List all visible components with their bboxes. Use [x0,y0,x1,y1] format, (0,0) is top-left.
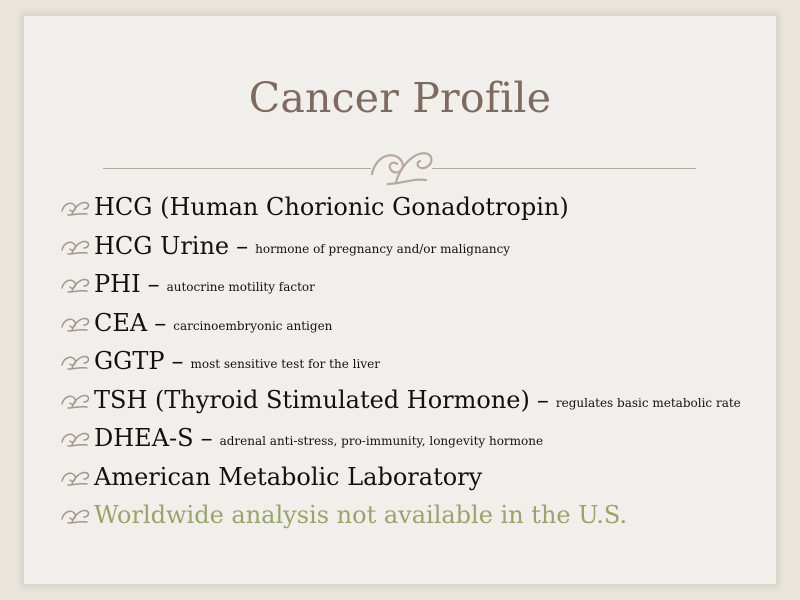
slide-title: Cancer Profile [248,74,552,122]
bullet-item [60,458,780,497]
bullet-dash: – [536,385,549,414]
bullet-item [60,188,780,227]
title-divider-right [432,168,696,169]
scroll-bullet-icon [60,352,90,370]
bullet-description: hormone of pregnancy and/or malignancy [255,241,511,256]
bullet-main-text: PHI [94,270,141,299]
bullet-dash: – [147,270,160,299]
bullet-item [60,304,780,343]
scroll-bullet-icon [60,468,90,486]
bullet-description: regulates basic metabolic rate [555,395,741,410]
scroll-bullet-icon [60,391,90,409]
bullet-item [60,342,780,381]
bullet-main-text: GGTP [94,347,165,376]
scroll-bullet-icon [60,275,90,293]
bullet-main-text: HCG (Human Chorionic Gonadotropin) [94,193,569,222]
scroll-bullet-icon [60,314,90,332]
bullet-description: most sensitive test for the liver [190,357,380,372]
bullet-item [60,227,780,266]
bullet-main-text: HCG Urine [94,231,230,260]
title-divider-left [103,168,371,169]
scroll-bullet-icon [60,198,90,216]
bullet-main-text: DHEA-S [94,424,194,453]
bullet-item [60,265,780,304]
scroll-bullet-icon [60,506,90,524]
scroll-flourish-icon [366,140,436,190]
bullet-dash: – [171,347,184,376]
bullet-main-text: CEA [94,308,148,337]
bullet-description: autocrine motility factor [166,280,315,295]
bullet-description: adrenal anti-stress, pro-immunity, longevity hormone [219,434,544,449]
bullet-list [60,188,780,535]
scroll-bullet-icon [60,237,90,255]
bullet-dash: – [236,231,249,260]
bullet-dash: – [154,308,167,337]
scroll-bullet-icon [60,429,90,447]
bullet-item [60,496,780,535]
bullet-item [60,419,780,458]
bullet-main-text: Worldwide analysis not available in the U.S. [94,501,628,530]
bullet-description: carcinoembryonic antigen [173,318,333,333]
bullet-dash: – [200,424,213,453]
bullet-main-text: American Metabolic Laboratory [94,462,483,491]
bullet-main-text: TSH (Thyroid Stimulated Hormone) [94,385,530,414]
bullet-item [60,381,780,420]
